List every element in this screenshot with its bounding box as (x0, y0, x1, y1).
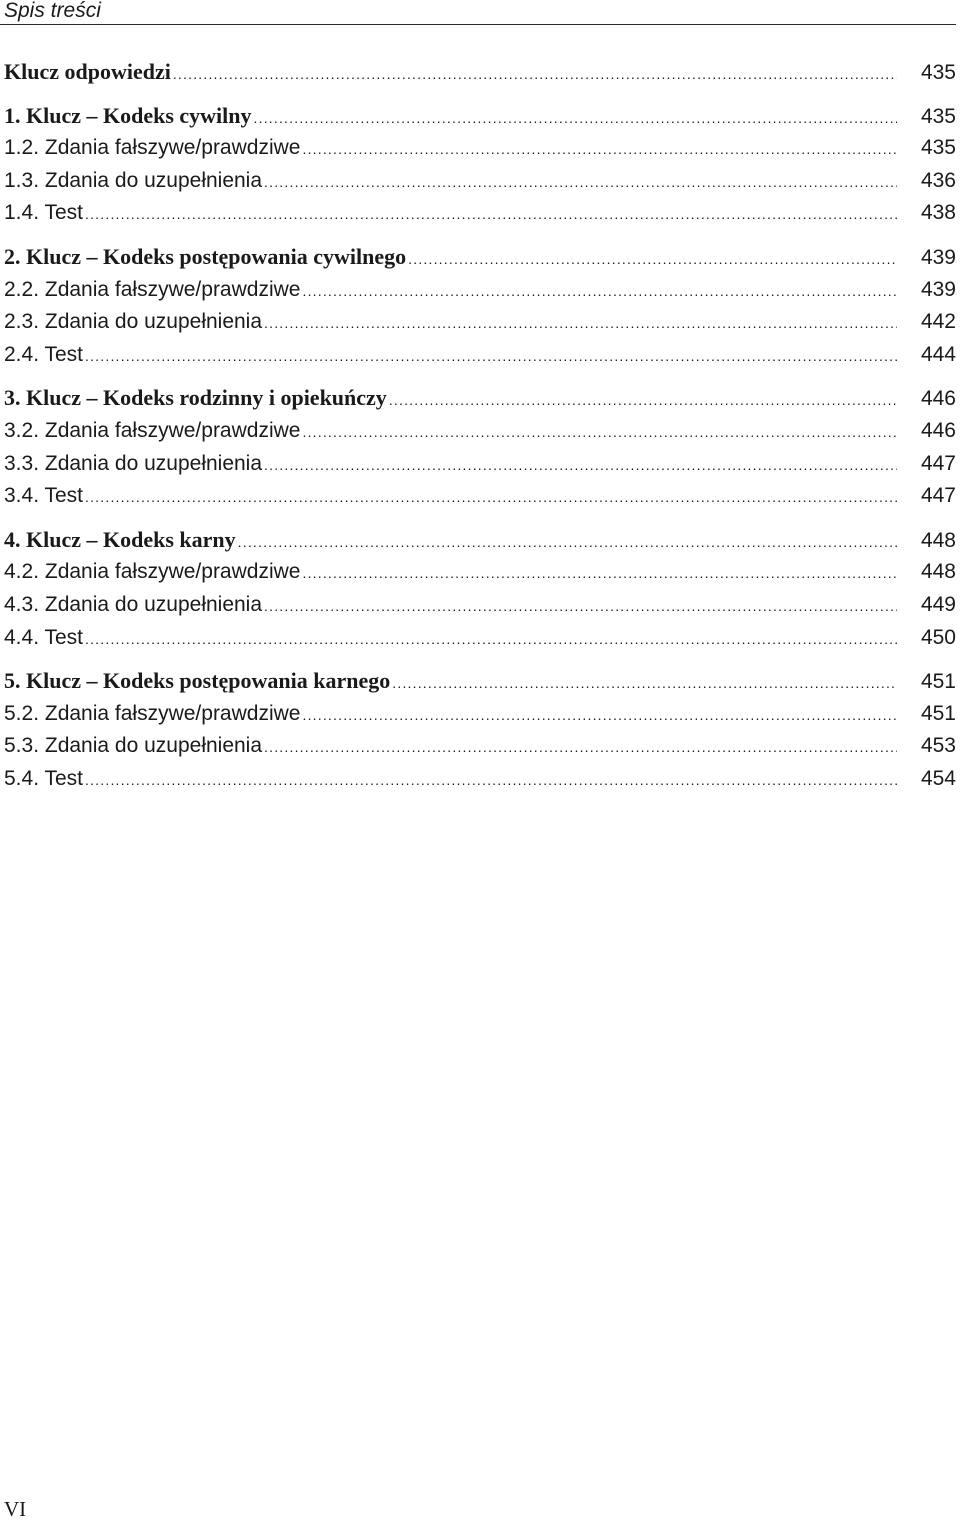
toc-entry[interactable] (4, 382, 956, 415)
toc-entry-label: 4. Klucz – Kodeks karny (4, 526, 236, 552)
toc-entry-label: 1. Klucz – Kodeks cywilny (4, 102, 252, 128)
toc-entry[interactable] (4, 56, 956, 89)
toc-entry[interactable] (4, 480, 956, 513)
dot-leader (85, 481, 897, 514)
toc-entry-page: 449 (920, 592, 956, 616)
toc-entry-page: 447 (920, 451, 956, 475)
page-number: VI (4, 1497, 27, 1521)
toc-entry-page: 450 (920, 625, 956, 649)
toc-entry-page: 453 (920, 734, 956, 758)
dot-leader (238, 526, 897, 559)
dot-leader (254, 102, 897, 135)
toc-entry-label: 2.3. Zdania do uzupełnienia (4, 310, 263, 334)
toc-entry-page: 451 (920, 670, 956, 694)
dot-leader (173, 58, 897, 91)
dot-leader (302, 133, 897, 166)
toc-entry-page: 446 (920, 418, 956, 442)
toc-entry[interactable] (4, 339, 956, 372)
dot-leader (85, 340, 897, 373)
toc-entry[interactable] (4, 274, 956, 307)
toc-entry-label: 5.3. Zdania do uzupełnienia (4, 734, 263, 758)
toc-entry[interactable] (4, 306, 956, 339)
dot-leader (389, 384, 897, 417)
toc-entry-page: 446 (920, 387, 956, 411)
toc-entry-label: 2. Klucz – Kodeks postępowania cywilnego (4, 243, 407, 269)
toc-entry[interactable] (4, 100, 956, 133)
toc-entry-label: Klucz odpowiedzi (4, 59, 171, 84)
toc-entry-label: 3.2. Zdania fałszywe/prawdziwe (4, 418, 301, 442)
toc-entry-page: 439 (920, 277, 956, 301)
toc-entry-label: 5.2. Zdania fałszywe/prawdziwe (4, 701, 301, 725)
toc-entry-page: 435 (920, 136, 956, 160)
toc-entry-page: 451 (920, 701, 956, 725)
toc-entry-label: 4.4. Test (4, 625, 83, 649)
running-header: Spis treści (4, 0, 101, 22)
table-of-contents (4, 56, 956, 795)
toc-entry-page: 436 (920, 168, 956, 192)
toc-entry-page: 435 (920, 104, 956, 128)
dot-leader (85, 198, 897, 231)
toc-entry-label: 1.3. Zdania do uzupełnienia (4, 168, 263, 192)
dot-leader (408, 243, 897, 276)
header-rule (0, 24, 956, 25)
toc-entry[interactable] (4, 197, 956, 230)
toc-entry-label: 3. Klucz – Kodeks rodzinny i opiekuńczy (4, 385, 387, 411)
toc-entry[interactable] (4, 556, 956, 589)
toc-entry[interactable] (4, 448, 956, 481)
dot-leader (302, 699, 897, 732)
toc-entry[interactable] (4, 589, 956, 622)
toc-entry-page: 438 (920, 201, 956, 225)
toc-entry-label: 4.3. Zdania do uzupełnienia (4, 592, 263, 616)
dot-leader (302, 275, 897, 308)
toc-entry-page: 447 (920, 484, 956, 508)
dot-leader (392, 667, 897, 700)
dot-leader (302, 557, 897, 590)
toc-entry-label: 5. Klucz – Kodeks postępowania karnego (4, 668, 391, 694)
dot-leader (264, 449, 897, 482)
toc-entry-page: 448 (920, 528, 956, 552)
toc-entry-page: 448 (920, 560, 956, 584)
toc-entry[interactable] (4, 622, 956, 655)
toc-entry[interactable] (4, 665, 956, 698)
dot-leader (264, 307, 897, 340)
toc-entry-page: 444 (920, 342, 956, 366)
toc-entry[interactable] (4, 415, 956, 448)
dot-leader (85, 764, 897, 797)
toc-entry-page: 435 (920, 61, 956, 84)
dot-leader (85, 623, 897, 656)
toc-entry[interactable] (4, 132, 956, 165)
toc-entry-page: 442 (920, 310, 956, 334)
toc-entry-label: 3.4. Test (4, 484, 83, 508)
toc-entry-page: 454 (920, 766, 956, 790)
toc-entry[interactable] (4, 730, 956, 763)
toc-entry-page: 439 (920, 245, 956, 269)
toc-entry-label: 1.2. Zdania fałszywe/prawdziwe (4, 136, 301, 160)
toc-entry-label: 5.4. Test (4, 766, 83, 790)
toc-entry-label: 1.4. Test (4, 201, 83, 225)
toc-entry[interactable] (4, 241, 956, 274)
toc-entry[interactable] (4, 763, 956, 796)
toc-entry[interactable] (4, 165, 956, 198)
dot-leader (264, 166, 897, 199)
dot-leader (264, 731, 897, 764)
toc-entry-label: 3.3. Zdania do uzupełnienia (4, 451, 263, 475)
toc-entry-label: 2.2. Zdania fałszywe/prawdziwe (4, 277, 301, 301)
toc-entry-label: 2.4. Test (4, 342, 83, 366)
dot-leader (264, 590, 897, 623)
toc-entry[interactable] (4, 698, 956, 731)
toc-entry[interactable] (4, 524, 956, 557)
toc-entry-label: 4.2. Zdania fałszywe/prawdziwe (4, 560, 301, 584)
dot-leader (302, 416, 897, 449)
